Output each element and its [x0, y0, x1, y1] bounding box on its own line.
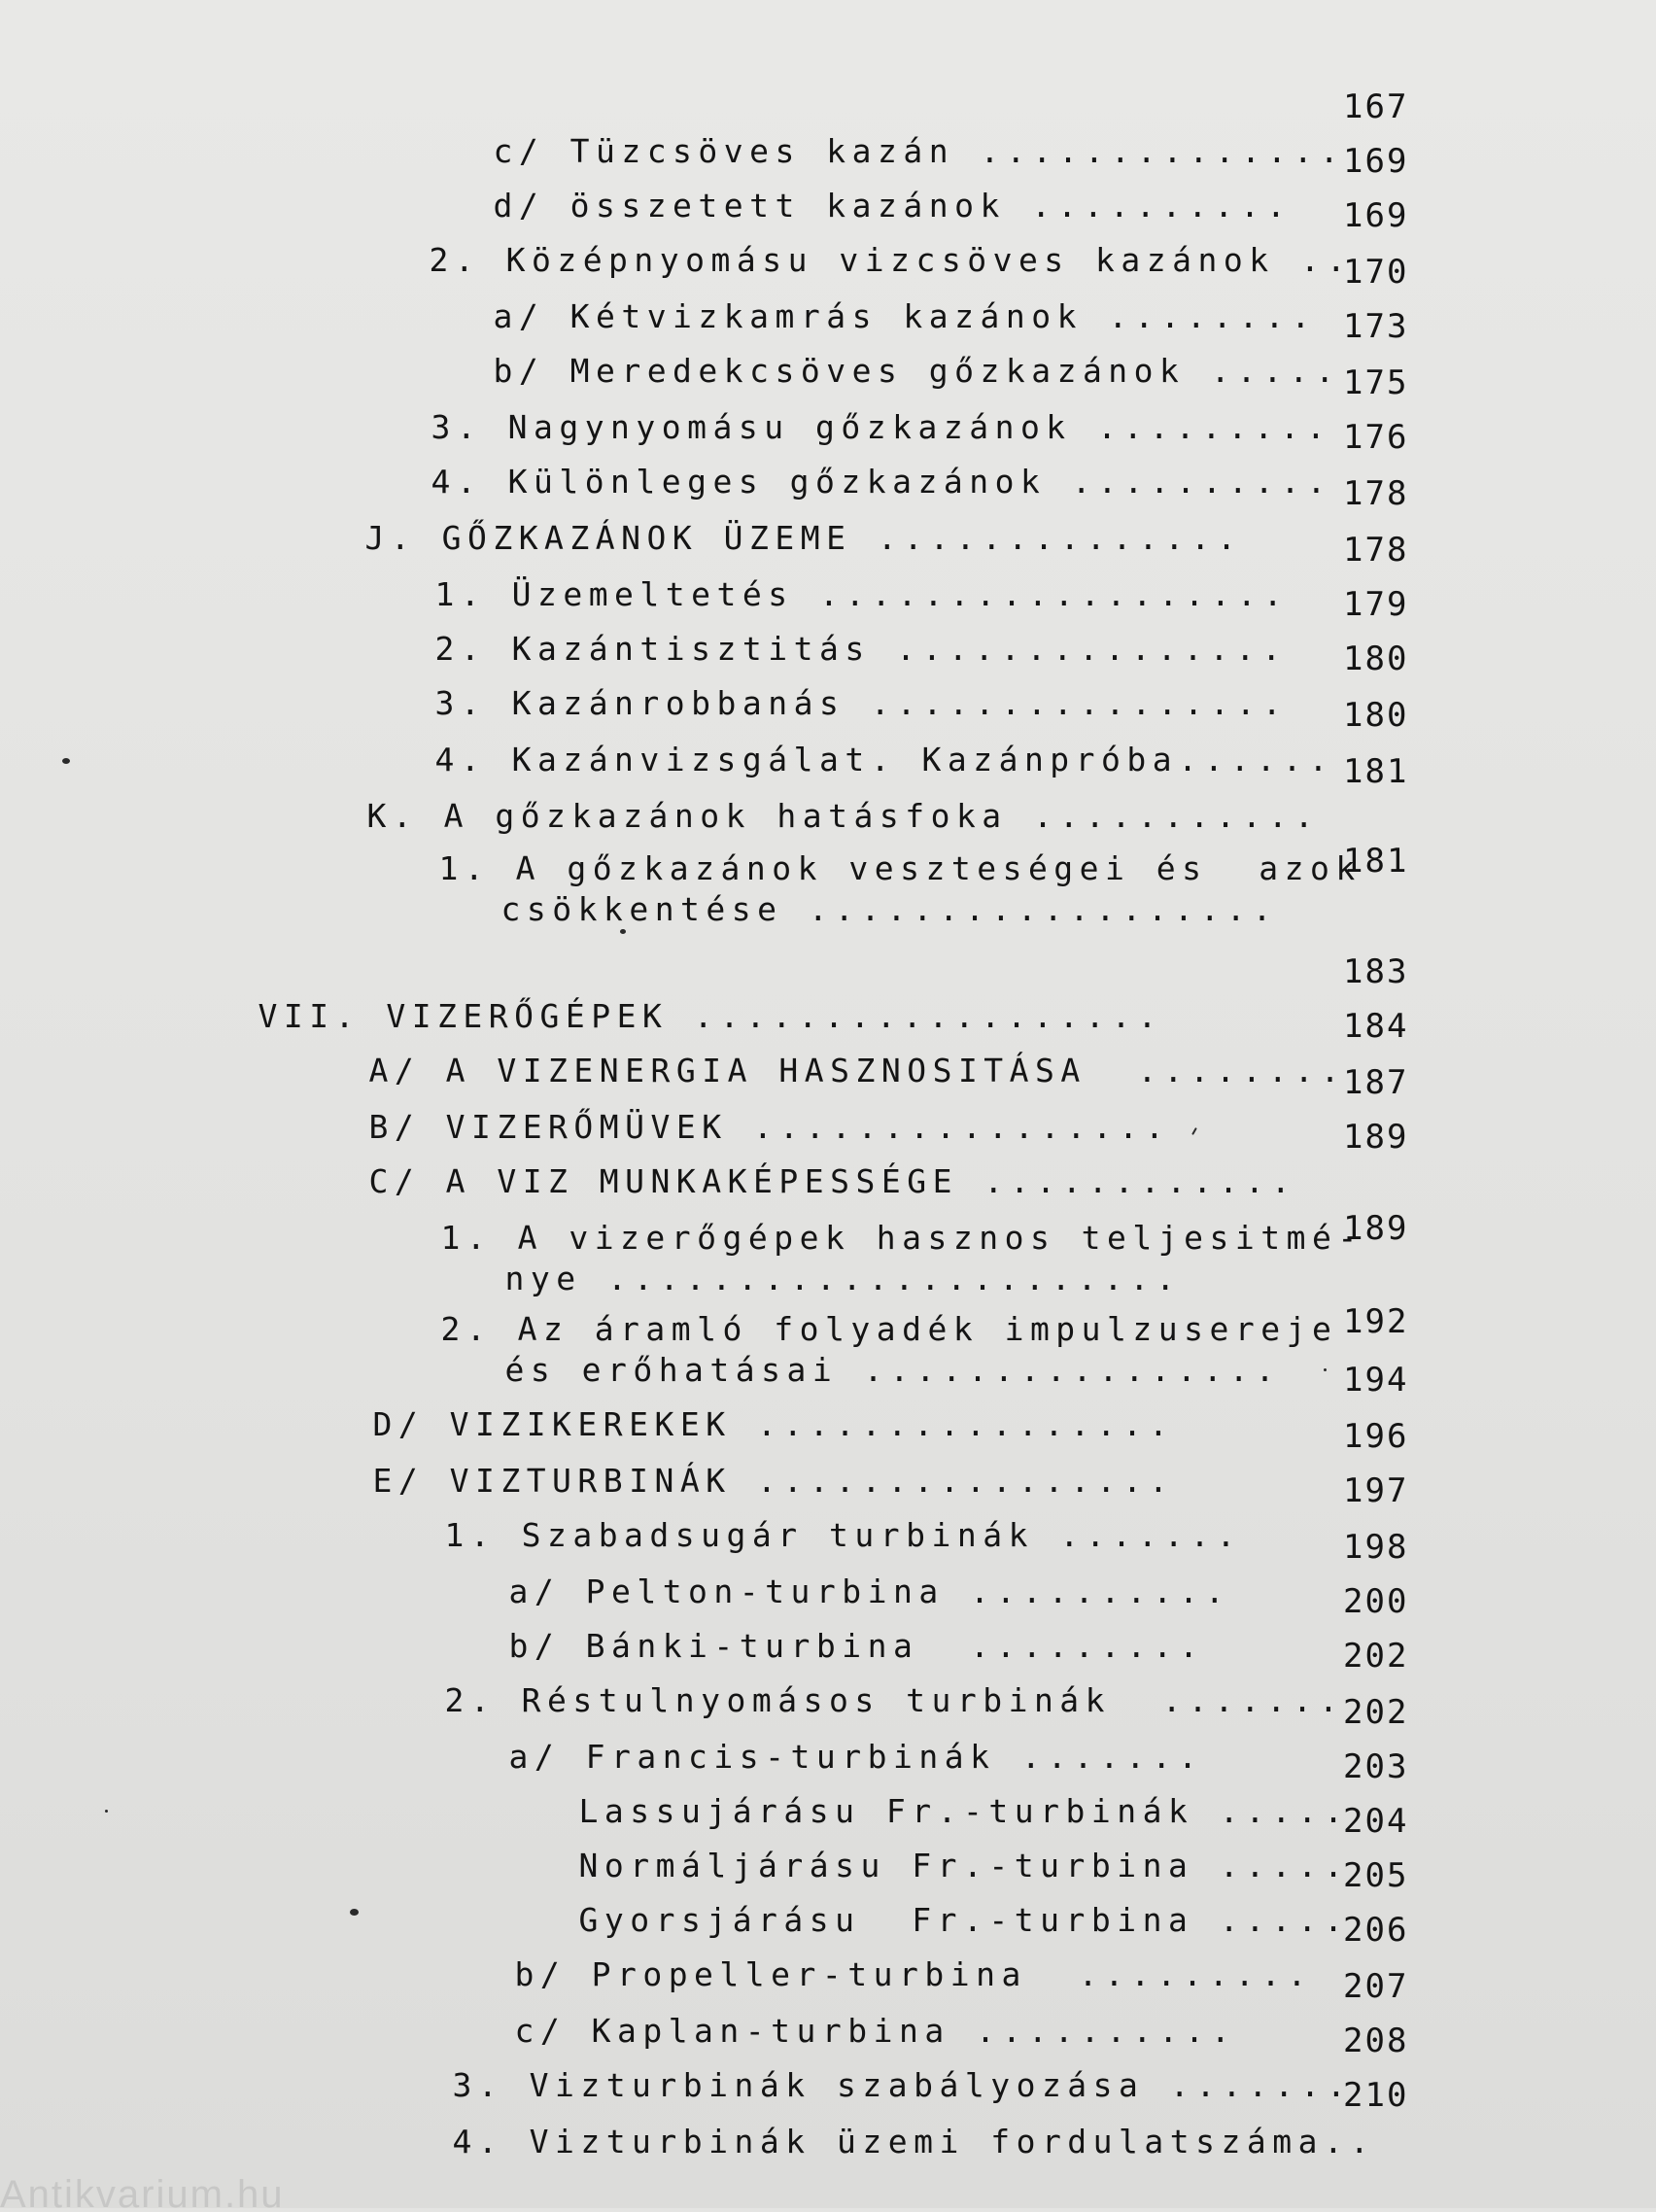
toc-entry-label: 1. Szabadsugár turbinák [444, 1516, 1034, 1554]
toc-page-number: 183 [1343, 952, 1409, 991]
dot-leader: ......... [1078, 1955, 1314, 1993]
toc-entry-label: c/ Tüzcsöves kazán [493, 132, 955, 170]
toc-page-number: 180 [1343, 639, 1409, 678]
toc-page-number: 176 [1343, 418, 1409, 457]
dot-leader: ................ [757, 1462, 1175, 1500]
toc-page-number: 206 [1343, 1911, 1409, 1950]
toc-entry-label: Gyorsjárásu Fr.-turbina [578, 1901, 1194, 1939]
toc-entry-label: 3. Nagynyomásu gőzkazánok [431, 408, 1072, 446]
toc-page-number: 178 [1343, 531, 1409, 570]
dot-leader: .......... [1031, 187, 1293, 225]
dot-leader: ........ [1108, 297, 1318, 335]
dot-leader: ....... [1161, 1681, 1345, 1719]
toc-page-number: 170 [1343, 253, 1409, 292]
toc-entry-label: és erőhatásai [504, 1351, 839, 1389]
toc-page-number: 169 [1343, 142, 1409, 181]
toc-entry-label: D/ VIZIKEREKEK [372, 1405, 732, 1443]
toc-entry-label: b/ Propeller-turbina [514, 1955, 1027, 1993]
toc-page-number: 205 [1343, 1856, 1409, 1895]
dot-leader: ................ [757, 1405, 1175, 1443]
toc-page-number: 207 [1343, 1967, 1409, 2006]
toc-page-number: 210 [1343, 2076, 1409, 2115]
toc-page-number: 180 [1343, 696, 1409, 735]
dot-leader: .......... [1071, 463, 1333, 501]
toc-entry-label: 2. Az áramló folyadék impulzusereje [440, 1310, 1338, 1348]
dot-leader: .............. [980, 132, 1346, 170]
toc-page-number: 181 [1343, 752, 1409, 791]
toc-page-number: 197 [1343, 1471, 1409, 1510]
toc-page-number: 192 [1343, 1302, 1409, 1341]
toc-entry-label: 2. Réstulnyomásos turbinák [444, 1681, 1112, 1719]
watermark: Antikvarium.hu [0, 2173, 285, 2212]
dot-leader: ............... [896, 630, 1289, 668]
toc-page-number: 189 [1343, 1118, 1409, 1157]
toc-page-number: 169 [1343, 196, 1409, 235]
toc-page-number: 173 [1343, 307, 1409, 346]
toc-entry-label: J. GŐZKAZÁNOK ÜZEME [364, 519, 852, 557]
toc-page-number: 179 [1343, 585, 1409, 624]
toc-entry-label: 4. Kazánvizsgálat. Kazánpróba [434, 741, 1179, 778]
toc-page-number: 208 [1343, 2022, 1409, 2060]
dust-speck [1324, 1368, 1327, 1371]
toc-page-number: 175 [1343, 363, 1409, 402]
toc-page-number: 178 [1343, 474, 1409, 513]
dot-leader: ..... [1219, 1901, 1351, 1939]
toc-entry-label: 4. Vizturbinák üzemi fordulatszáma [452, 2123, 1324, 2160]
toc-page-number: 202 [1343, 1637, 1409, 1676]
dot-leader: .. [1324, 2123, 1376, 2160]
toc-entry-label: Lassujárásu Fr.-turbinák [578, 1792, 1194, 1830]
dot-leader: ........ [1137, 1052, 1347, 1089]
dot-leader: ..... [1219, 1792, 1351, 1830]
dot-leader: ................ [863, 1351, 1282, 1389]
dot-leader: .......... [976, 2012, 1237, 2050]
toc-entry-label: Normáljárásu Fr.-turbina [578, 1847, 1194, 1884]
toc-entry-continuation [398, 851, 1279, 968]
dot-leader: ..... [1219, 1847, 1351, 1884]
toc-entry-label: a/ Pelton-turbina [508, 1573, 945, 1610]
dot-leader: .................. [808, 890, 1279, 928]
toc-entry-label: 2. Kazántisztitás [434, 630, 871, 668]
dust-speck [105, 1810, 108, 1813]
dot-leader: ....... [1020, 1738, 1204, 1776]
toc-page-number: 189 [1343, 1209, 1409, 1248]
toc-page-number: 167 [1343, 87, 1409, 126]
dust-speck [350, 1909, 359, 1916]
dot-leader: ...... [1178, 741, 1335, 778]
toc-entry-label: c/ Kaplan-turbina [514, 2012, 950, 2050]
toc-page-number: 196 [1343, 1417, 1409, 1456]
dot-leader: .................. [693, 997, 1164, 1035]
toc-page-number: 198 [1343, 1528, 1409, 1567]
dot-leader: ..... [1210, 352, 1342, 390]
toc-page-number: 194 [1343, 1361, 1409, 1400]
toc-entry-label: 1. A vizerőgépek hasznos teljesitmé- [440, 1219, 1363, 1257]
toc-entry-label: d/ összetett kazánok [493, 187, 1006, 225]
toc-entry-label: 1. A gőzkazánok veszteségei és azok [438, 849, 1362, 887]
toc-page-number: 203 [1343, 1747, 1409, 1786]
toc-entry-label: a/ Francis-turbinák [508, 1738, 996, 1776]
toc-entry-label: 3. Vizturbinák szabályozása [452, 2066, 1145, 2104]
toc-entry-label: VII. VIZERŐGÉPEK [258, 997, 669, 1035]
dust-speck [620, 929, 626, 934]
dot-leader: ......... [1097, 408, 1332, 446]
toc-entry-label: nye [504, 1260, 582, 1297]
dot-leader: .................. [819, 575, 1290, 613]
dot-leader: ............ [983, 1162, 1297, 1200]
dot-leader: .. [1300, 241, 1353, 279]
dot-leader: ....... [1059, 1516, 1243, 1554]
toc-entry-label: 3. Kazánrobbanás [434, 684, 845, 722]
toc-page-number: 184 [1343, 1007, 1409, 1046]
toc-page-number: 204 [1343, 1802, 1409, 1841]
toc-page-number: 187 [1343, 1063, 1409, 1102]
toc-entry-label: B/ VIZERŐMÜVEK [368, 1108, 728, 1146]
toc-entry-label: K. A gőzkazánok hatásfoka [366, 797, 1008, 835]
dot-leader: ...................... [606, 1260, 1183, 1297]
dot-leader: .......... [970, 1573, 1231, 1610]
dust-speck [62, 758, 70, 764]
toc-entry-label: b/ Bánki-turbina [508, 1627, 919, 1665]
dot-leader: ................ [753, 1108, 1171, 1146]
toc-entry-label: C/ A VIZ MUNKAKÉPESSÉGE [368, 1162, 958, 1200]
toc-page-number: 181 [1343, 842, 1409, 881]
toc-page-number: 200 [1343, 1582, 1409, 1621]
toc-entry-label: 4. Különleges gőzkazánok [431, 463, 1047, 501]
toc-entry-label: E/ VIZTURBINÁK [372, 1462, 732, 1500]
dot-leader: .............. [877, 519, 1244, 557]
toc-entry-label: a/ Kétvizkamrás kazánok [493, 297, 1083, 335]
dot-leader: ....... [1169, 2066, 1353, 2104]
dot-leader: ........... [1033, 797, 1321, 835]
toc-entry-label: 1. Üzemeltetés [434, 575, 794, 613]
toc-entry [350, 2084, 1376, 2200]
toc-entry-label: A/ A VIZENERGIA HASZNOSITÁSA [368, 1052, 1087, 1089]
toc-entry-label: csökkentése [500, 890, 783, 928]
dot-leader: ......... [970, 1627, 1205, 1665]
toc-entry-label: b/ Meredekcsöves gőzkazánok [493, 352, 1186, 390]
toc-page-number: 202 [1343, 1693, 1409, 1732]
dot-leader: ................ [870, 684, 1289, 722]
toc-entry-label: 2. Középnyomásu vizcsöves kazánok [429, 241, 1275, 279]
